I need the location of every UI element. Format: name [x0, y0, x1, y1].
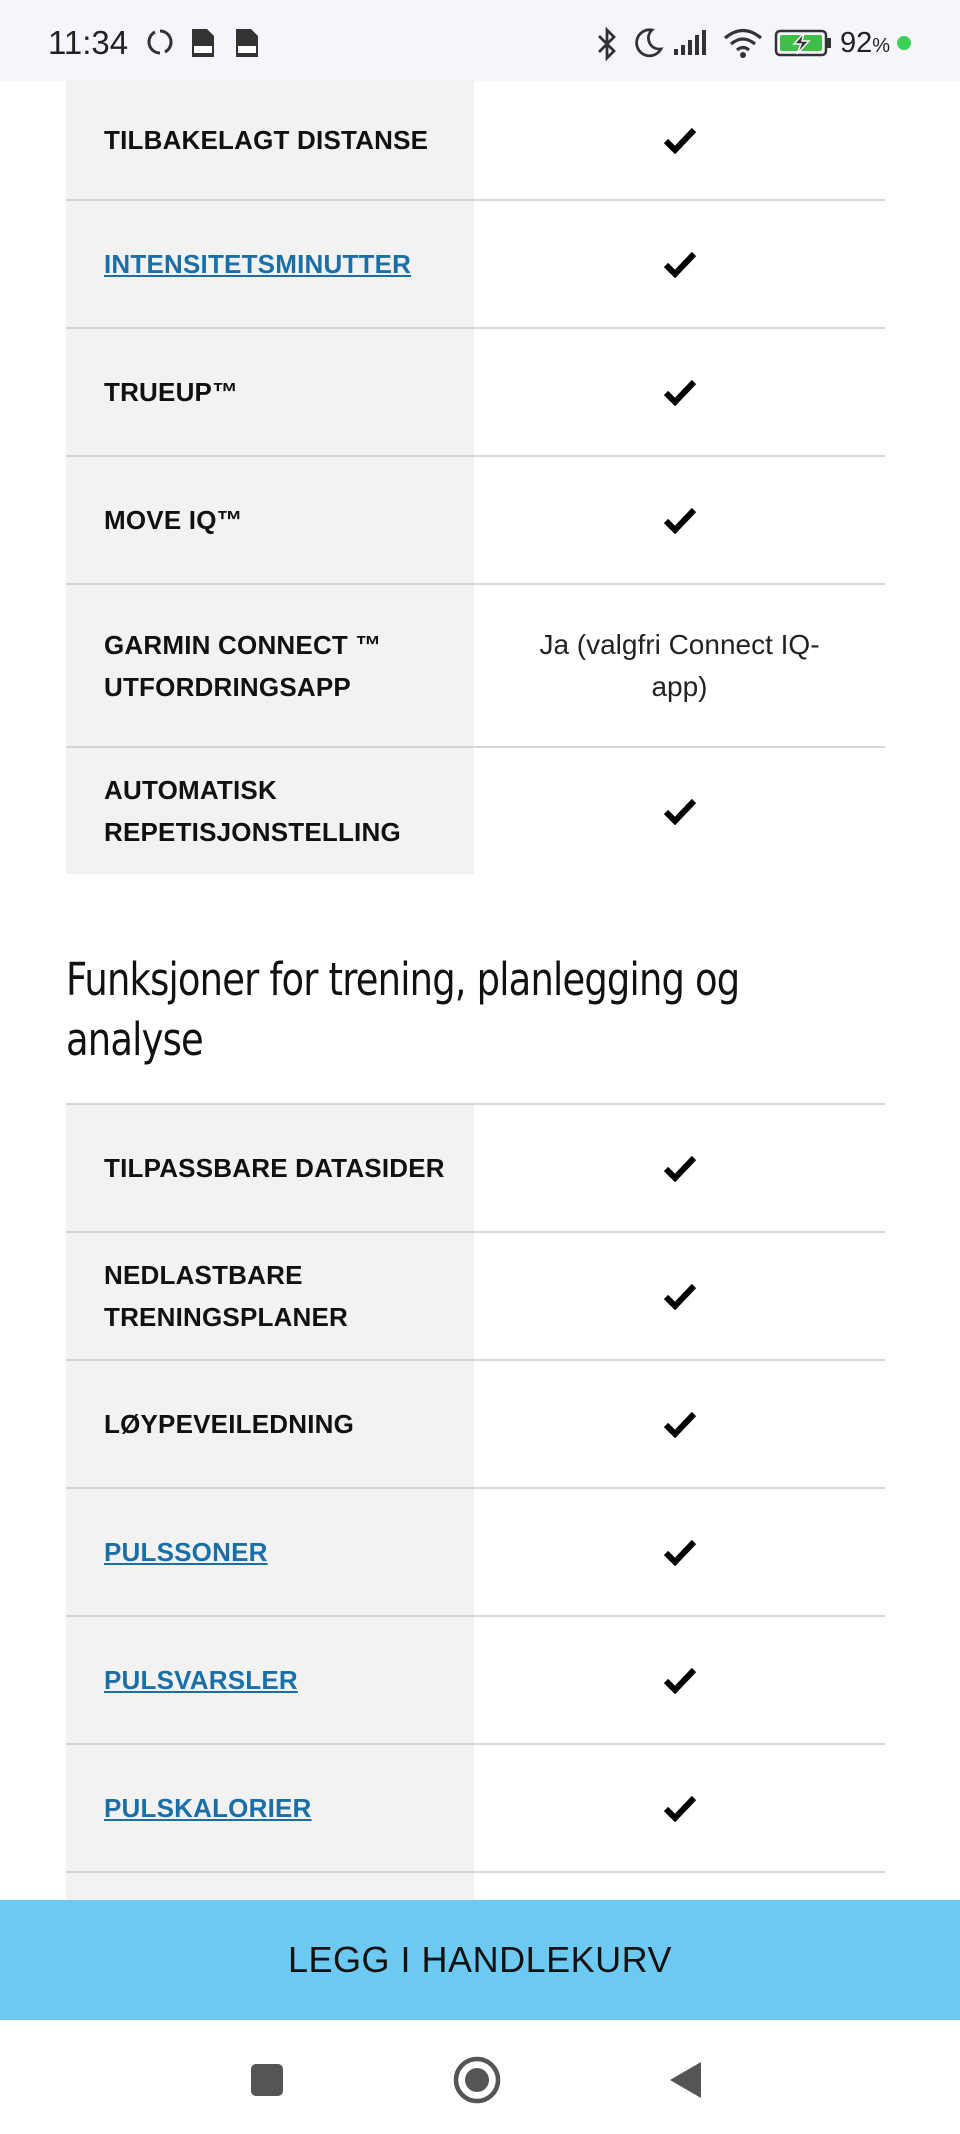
wifi-icon	[722, 27, 764, 59]
checkmark-icon	[663, 506, 697, 534]
checkmark-icon	[663, 378, 697, 406]
feature-link-pulsvarsler[interactable]: PULSVARSLER	[104, 1665, 298, 1695]
feature-value	[474, 1489, 885, 1615]
feature-label: LØYPEVEILEDNING	[66, 1361, 474, 1487]
recent-apps-icon[interactable]	[248, 2061, 286, 2099]
system-nav-bar	[0, 2020, 960, 2134]
feature-label: GARMIN CONNECT ™ UTFORDRINGSAPP	[66, 585, 474, 746]
checkmark-icon	[663, 1410, 697, 1438]
table-row	[66, 1489, 885, 1617]
feature-label: TRUEUP™	[66, 329, 474, 455]
feature-value	[474, 457, 885, 583]
checkmark-icon	[663, 797, 697, 825]
table-row	[66, 81, 885, 201]
pdf-icon	[190, 27, 216, 59]
home-icon[interactable]	[452, 2055, 502, 2105]
feature-value: Ja (valgfri Connect IQ-app)	[539, 628, 820, 702]
battery-charging-icon	[774, 29, 834, 57]
feature-value	[474, 201, 885, 327]
back-icon[interactable]	[666, 2059, 706, 2101]
feature-label: NEDLASTBARE TRENINGSPLANER	[66, 1233, 474, 1359]
feature-link-intensitetsminutter[interactable]: INTENSITETSMINUTTER	[104, 249, 412, 279]
table-row	[66, 585, 885, 748]
checkmark-icon	[663, 1154, 697, 1182]
section-heading: Funksjoner for trening, planlegging og analyse	[66, 953, 740, 1066]
feature-link-pulssoner[interactable]: PULSSONER	[104, 1537, 268, 1567]
checkmark-icon	[663, 1282, 697, 1310]
checkmark-icon	[663, 1666, 697, 1694]
feature-label: TILPASSBARE DATASIDER	[66, 1105, 474, 1231]
add-to-cart-button[interactable]: LEGG I HANDLEKURV	[0, 1900, 960, 2020]
moon-icon	[632, 27, 664, 59]
feature-label: TILBAKELAGT DISTANSE	[66, 81, 474, 199]
pdf-icon	[234, 27, 260, 59]
sync-icon	[145, 27, 175, 57]
feature-table-activity	[66, 81, 885, 874]
status-bar	[0, 0, 960, 81]
checkmark-icon	[663, 126, 697, 154]
feature-value	[474, 81, 885, 199]
feature-label	[66, 1489, 474, 1615]
feature-label: MOVE IQ™	[66, 457, 474, 583]
table-row	[66, 201, 885, 329]
table-row	[66, 1361, 885, 1489]
battery-percent: 92%	[840, 27, 891, 59]
feature-value	[474, 748, 885, 874]
feature-label: AUTOMATISK REPETISJONSTELLING	[66, 748, 474, 874]
table-row	[66, 457, 885, 585]
table-row	[66, 1617, 885, 1745]
table-row	[66, 329, 885, 457]
feature-link-pulskalorier[interactable]: PULSKALORIER	[104, 1793, 312, 1823]
feature-value	[474, 1361, 885, 1487]
feature-value	[474, 1617, 885, 1743]
feature-value	[474, 1233, 885, 1359]
table-row	[66, 1745, 885, 1873]
table-row	[66, 1233, 885, 1361]
signal-icon	[672, 27, 712, 57]
feature-label	[66, 201, 474, 327]
feature-value	[474, 329, 885, 455]
feature-value	[474, 1105, 885, 1231]
checkmark-icon	[663, 250, 697, 278]
privacy-indicator-dot	[897, 36, 911, 50]
table-row	[66, 748, 885, 874]
status-time: 11:34	[48, 24, 129, 61]
feature-label	[66, 1617, 474, 1743]
checkmark-icon	[663, 1794, 697, 1822]
checkmark-icon	[663, 1538, 697, 1566]
bluetooth-icon	[596, 27, 618, 61]
feature-label	[66, 1745, 474, 1871]
table-row	[66, 1105, 885, 1233]
feature-value	[474, 1745, 885, 1871]
feature-table-training	[66, 1105, 885, 1933]
